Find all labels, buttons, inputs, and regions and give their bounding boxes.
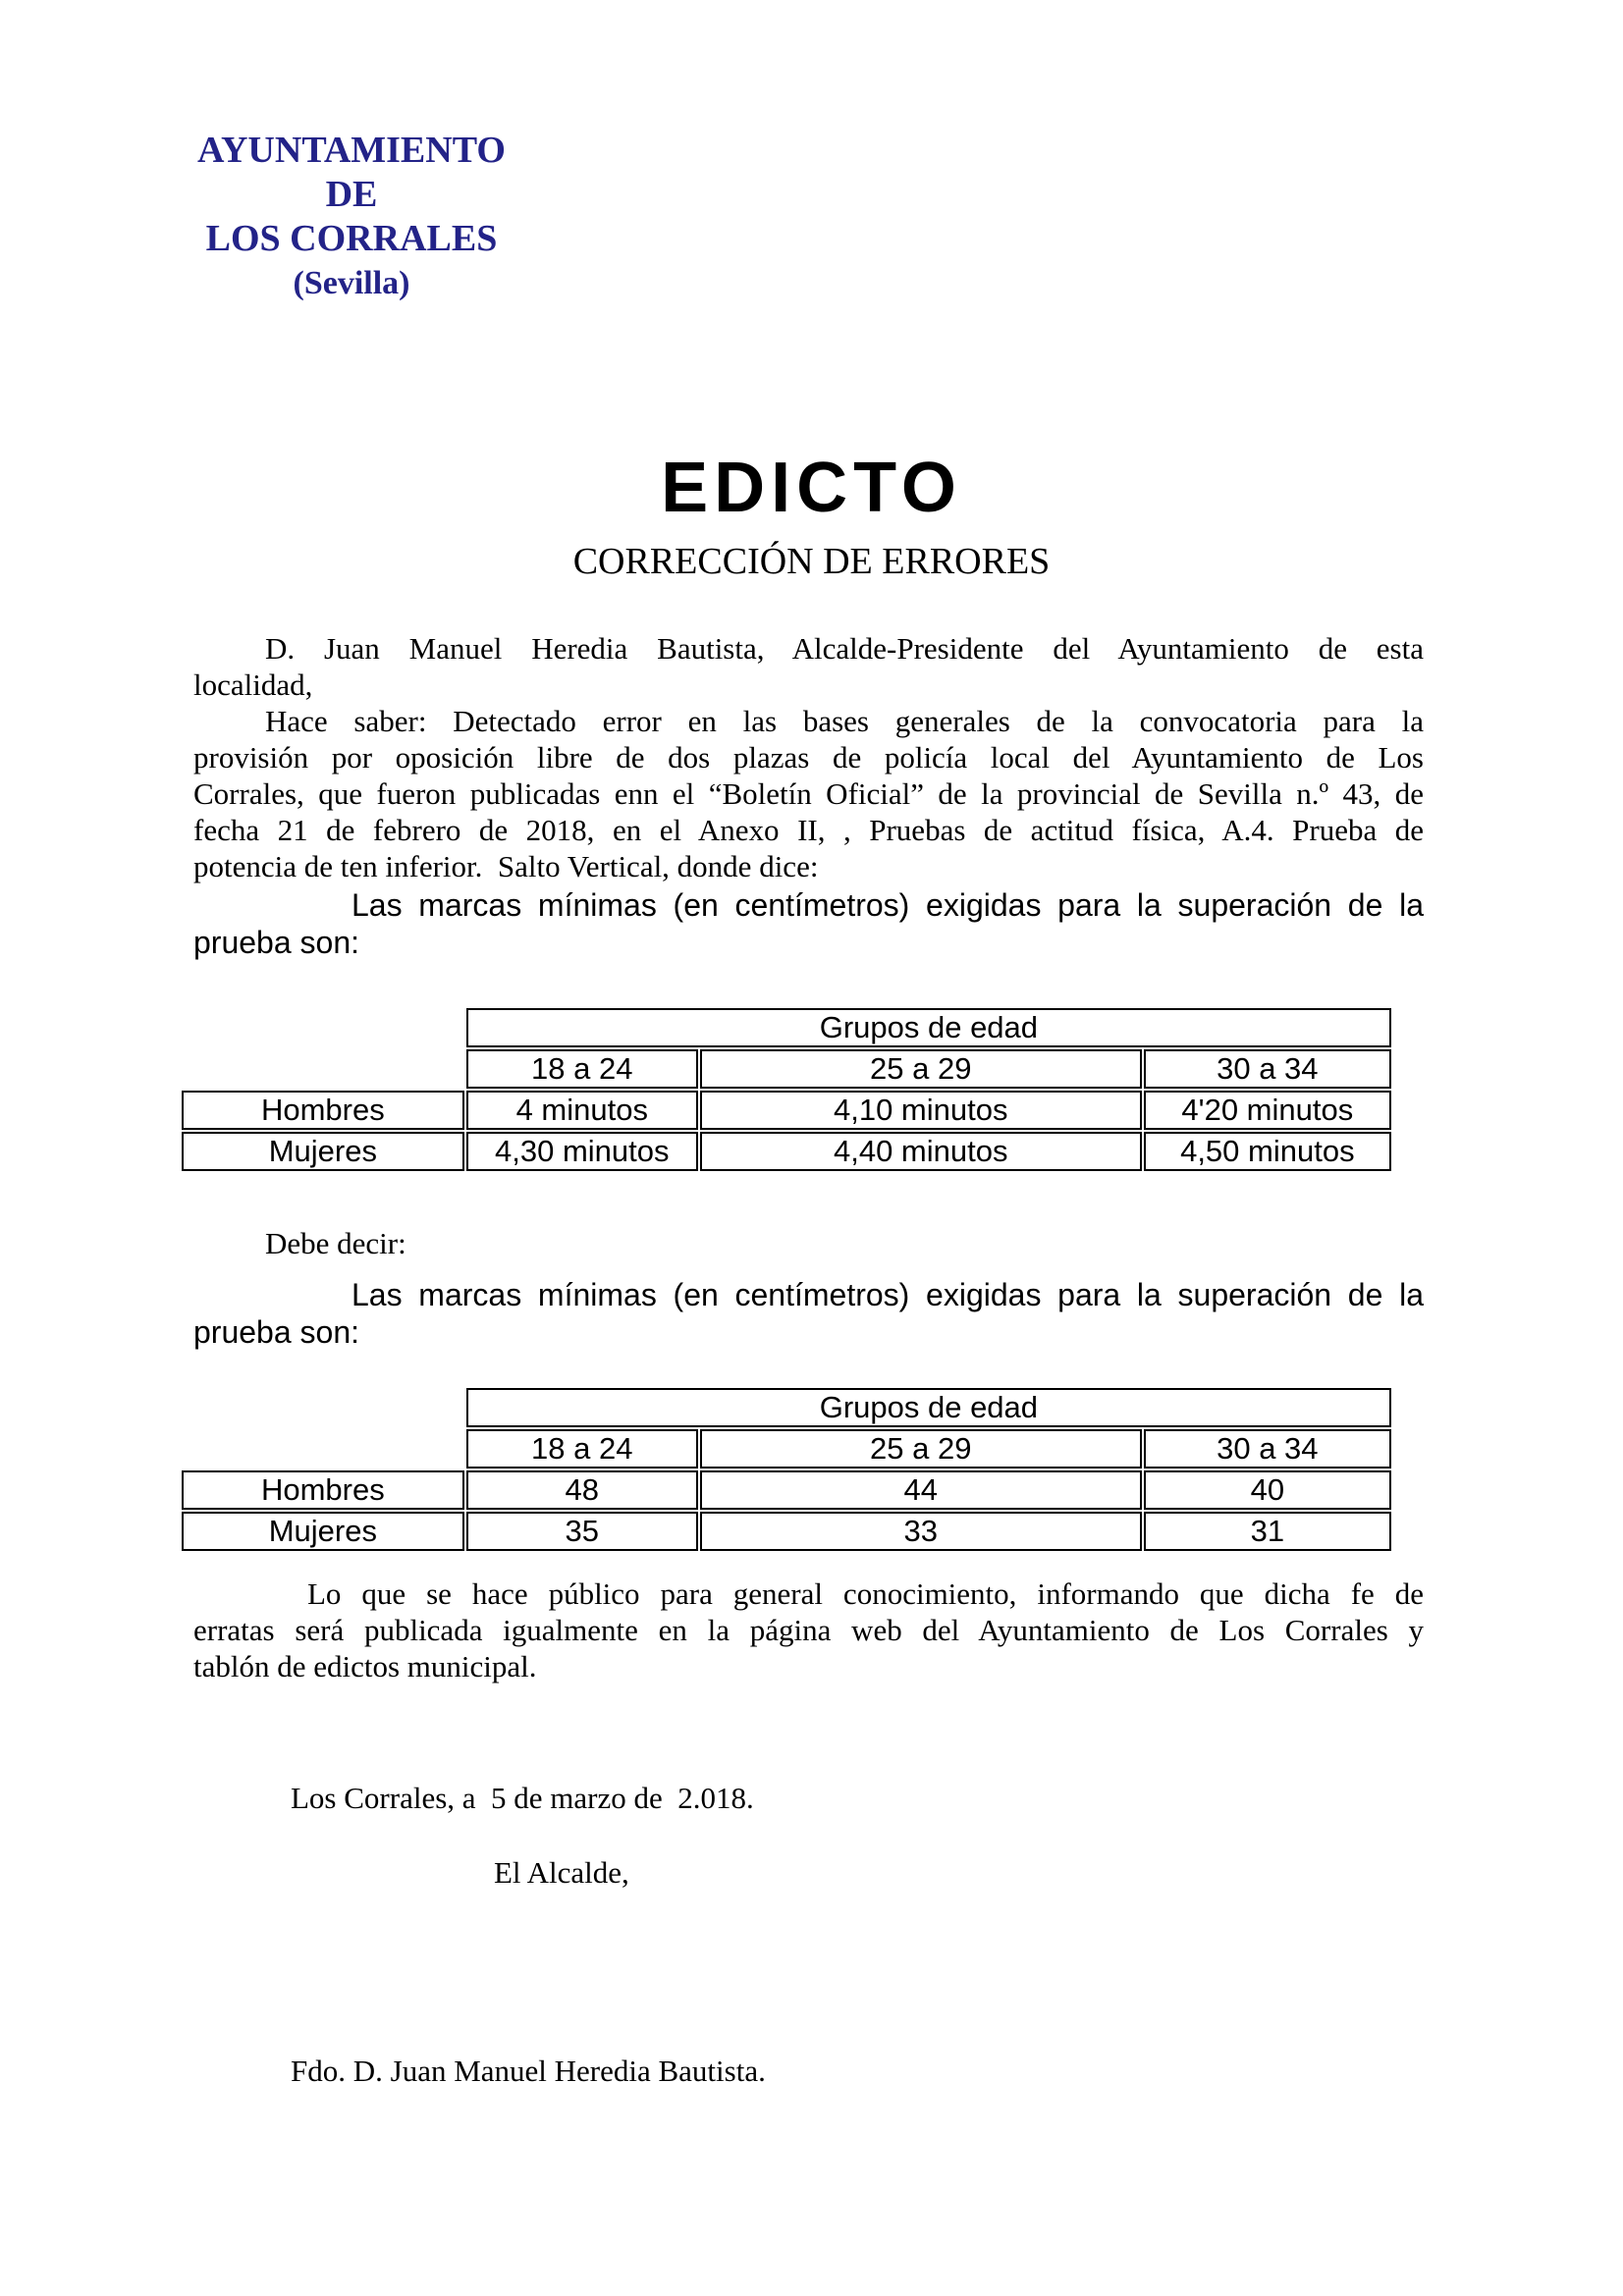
paragraph-hace-saber-line: potencia de ten inferior. Salto Vertical, donde dice: (193, 849, 819, 883)
table-debe-decir (180, 1386, 1393, 1553)
paragraph-publicacion (193, 1575, 1424, 1684)
paragraph-intro-line: localidad, (193, 667, 313, 702)
table-cell: 40 (1144, 1470, 1391, 1510)
edict-subtitle: CORRECCIÓN DE ERRORES (572, 541, 1051, 582)
table-group-header: Grupos de edad (466, 1388, 1391, 1427)
paragraph-marcas-line: Las marcas mínimas (en centímetros) exigidas para la superación de la (352, 1277, 1424, 1312)
table-cell: 35 (466, 1512, 698, 1551)
age-group-header: 18 a 24 (466, 1049, 698, 1089)
signature-name: Fdo. D. Juan Manuel Heredia Bautista. (291, 2054, 766, 2088)
age-group-header: 30 a 34 (1144, 1429, 1391, 1468)
table-blank-cell (182, 1008, 464, 1047)
paragraph-hace-saber-line: Corrales, que fueron publicadas enn el “Boletín Oficial” de la provincial de Sevilla n.º 43, de (193, 776, 1424, 811)
row-label-mujeres: Mujeres (182, 1132, 464, 1171)
paragraph-marcas-debe-decir (193, 1276, 1424, 1351)
table-cell: 4'20 minutos (1144, 1091, 1391, 1130)
row-label-hombres: Hombres (182, 1091, 464, 1130)
paragraph-hace-saber-line: provisión por oposición libre de dos plazas de policía local del Ayuntamiento de Los (193, 740, 1424, 774)
table-row (182, 1470, 1391, 1510)
municipality-line-1: AYUNTAMIENTO (197, 130, 506, 171)
age-group-header: 30 a 34 (1144, 1049, 1391, 1089)
paragraph-marcas-donde-dice (193, 886, 1424, 961)
date-line: Los Corrales, a 5 de marzo de 2.018. (291, 1781, 754, 1815)
table-row (182, 1049, 1391, 1089)
municipality-line-3: LOS CORRALES (205, 218, 498, 259)
age-group-header: 18 a 24 (466, 1429, 698, 1468)
table-row (182, 1512, 1391, 1551)
paragraph-marcas-line: prueba son: (193, 1314, 360, 1350)
table-cell: 4,40 minutos (700, 1132, 1142, 1171)
paragraph-intro (193, 630, 1424, 703)
table-blank-cell (182, 1388, 464, 1427)
signature-role: El Alcalde, (494, 1855, 629, 1890)
paragraph-hace-saber-line: Hace saber: Detectado error en las bases generales de la convocatoria para la (265, 704, 1424, 738)
table-cell: 4,10 minutos (700, 1091, 1142, 1130)
municipality-province: (Sevilla) (293, 265, 410, 301)
paragraph-intro-line: D. Juan Manuel Heredia Bautista, Alcalde-Presidente del Ayuntamiento de esta (265, 631, 1424, 666)
table-cell: 31 (1144, 1512, 1391, 1551)
paragraph-marcas-line: prueba son: (193, 925, 360, 960)
table-cell: 33 (700, 1512, 1142, 1551)
paragraph-publicacion-line: tablón de edictos municipal. (193, 1649, 537, 1683)
table-group-header: Grupos de edad (466, 1008, 1391, 1047)
table-donde-dice (180, 1006, 1393, 1173)
row-label-hombres: Hombres (182, 1470, 464, 1510)
table-blank-cell (182, 1429, 464, 1468)
table-cell: 4,30 minutos (466, 1132, 698, 1171)
table-row (182, 1008, 1391, 1047)
table-cell: 4,50 minutos (1144, 1132, 1391, 1171)
table-cell: 48 (466, 1470, 698, 1510)
table-row (182, 1091, 1391, 1130)
age-group-header: 25 a 29 (700, 1429, 1142, 1468)
paragraph-publicacion-line: erratas será publicada igualmente en la página web del Ayuntamiento de Los Corrales y (193, 1613, 1424, 1647)
municipality-line-2: DE (325, 174, 378, 215)
table-cell: 44 (700, 1470, 1142, 1510)
table-row (182, 1388, 1391, 1427)
row-label-mujeres: Mujeres (182, 1512, 464, 1551)
table-blank-cell (182, 1049, 464, 1089)
table-cell: 4 minutos (466, 1091, 698, 1130)
paragraph-publicacion-line: Lo que se hace público para general conocimiento, informando que dicha fe de (307, 1576, 1424, 1611)
table-row (182, 1132, 1391, 1171)
paragraph-hace-saber-line: fecha 21 de febrero de 2018, en el Anexo II, , Pruebas de actitud física, A.4. Prueba de (193, 813, 1424, 847)
paragraph-marcas-line: Las marcas mínimas (en centímetros) exigidas para la superación de la (352, 887, 1424, 923)
municipality-letterhead (193, 129, 510, 305)
age-group-header: 25 a 29 (700, 1049, 1142, 1089)
table-row (182, 1429, 1391, 1468)
paragraph-hace-saber (193, 703, 1424, 884)
debe-decir-label: Debe decir: (265, 1226, 406, 1260)
edict-title: EDICTO (661, 449, 962, 527)
